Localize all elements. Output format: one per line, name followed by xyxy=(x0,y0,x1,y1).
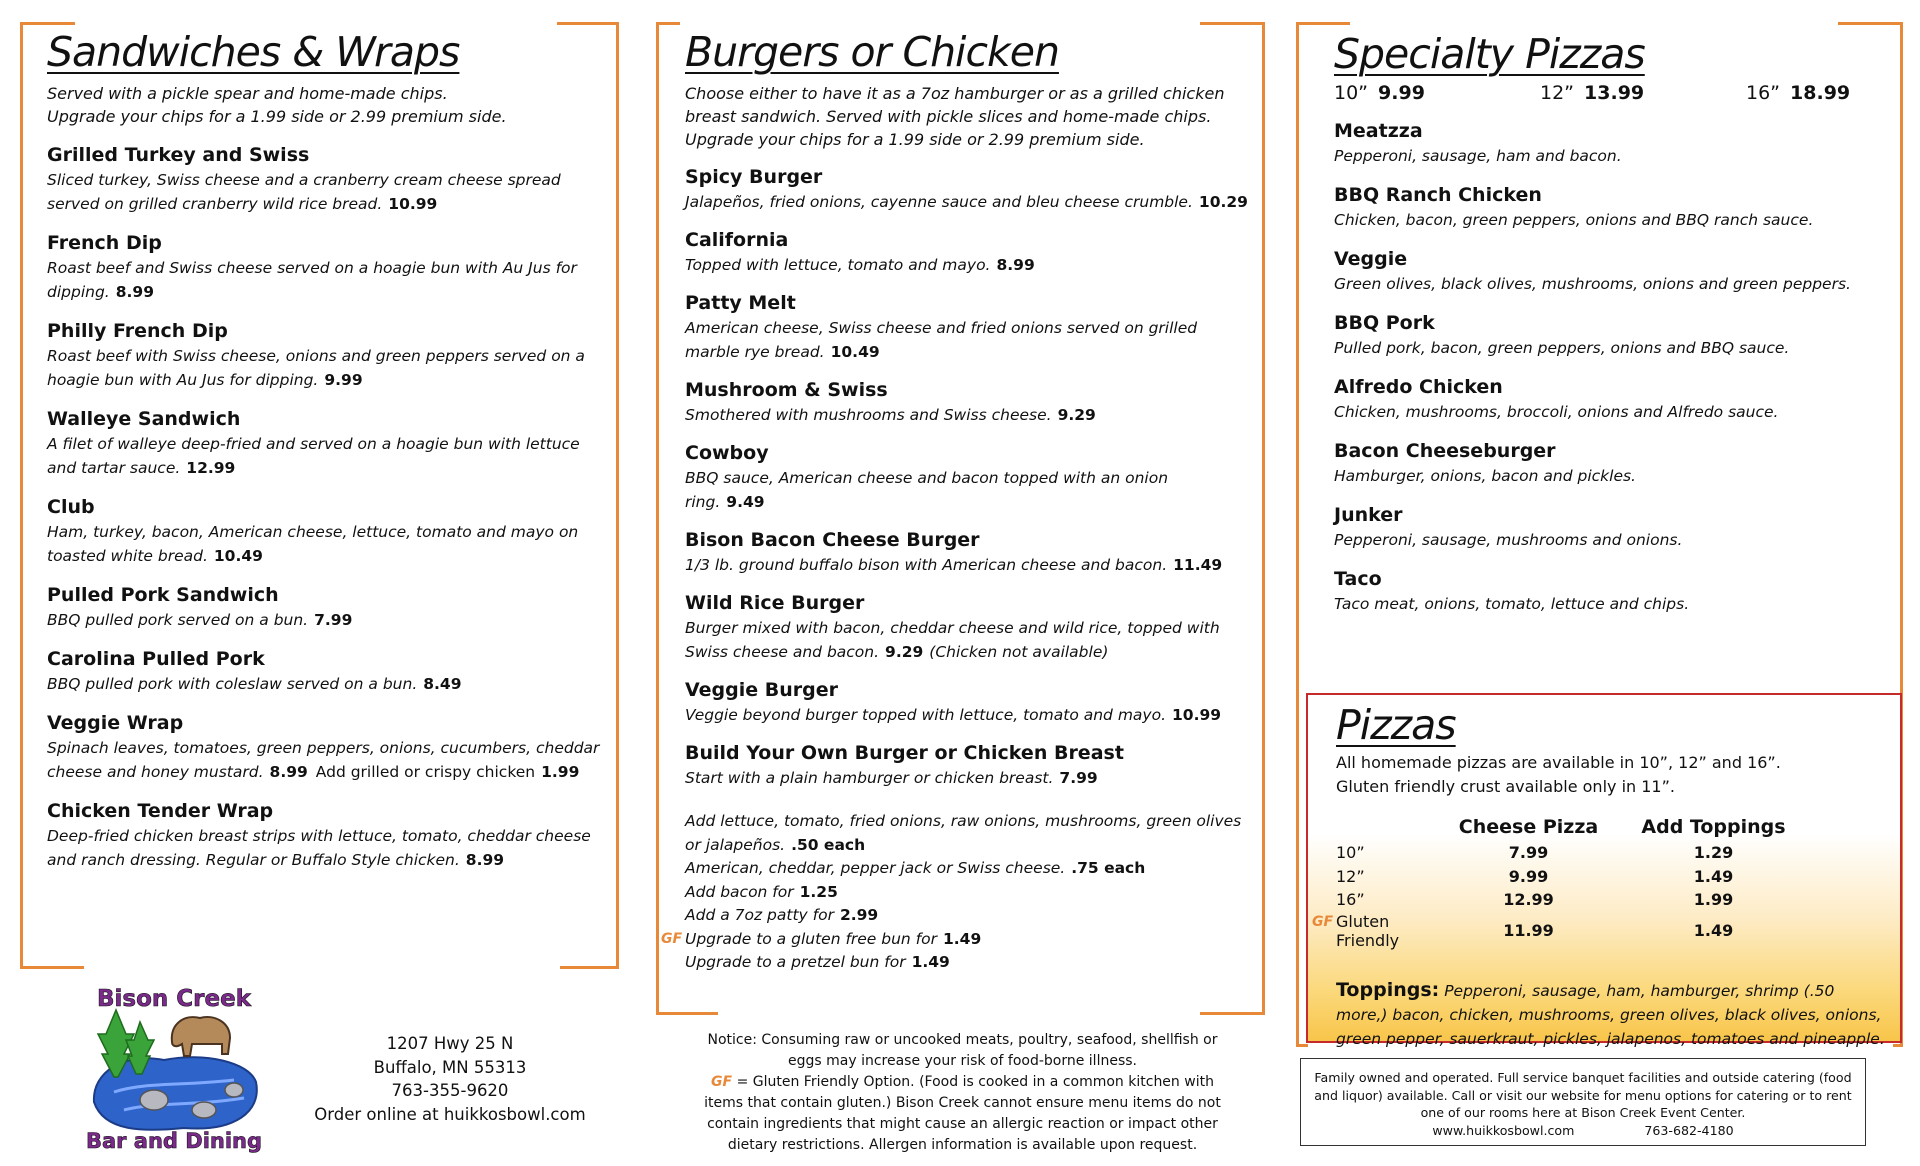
item-name: Build Your Own Burger or Chicken Breast xyxy=(685,742,1124,764)
item-price: 9.29 xyxy=(885,643,924,661)
col-cheese-header: Cheese Pizza xyxy=(1458,816,1599,838)
menu-item xyxy=(685,228,1250,277)
item-name: Meatzza xyxy=(1334,120,1423,142)
addon-line: GF Upgrade to a gluten free bun for 1.49 xyxy=(685,928,1250,952)
toppings-price: 1.29 xyxy=(1693,843,1734,863)
item-name: Pulled Pork Sandwich xyxy=(47,584,279,606)
logo-bottom-text: Bar and Dining xyxy=(85,1129,263,1153)
item-description: BBQ pulled pork served on a bun. 7.99 xyxy=(47,611,353,629)
cheese-price: 7.99 xyxy=(1508,843,1549,863)
family-owned-box: Family owned and operated. Full service banquet facilities and outside catering (food and liquor) available. Call or visit our website for menu options for catering or to rent one of our rooms here at Bison Creek Event Center. www.huikkosbowl.com 763-682-4180 xyxy=(1300,1058,1866,1146)
city: Buffalo, MN 55313 xyxy=(373,1057,527,1077)
item-description: Start with a plain hamburger or chicken breast. 7.99 xyxy=(685,769,1098,787)
menu-item xyxy=(47,231,607,304)
section-title: Sandwiches & Wraps xyxy=(47,28,460,76)
item-description: Ham, turkey, bacon, American cheese, lettuce, tomato and mayo on toasted white bread. 10.49 xyxy=(47,523,579,565)
addon-price: .75 each xyxy=(1071,859,1146,877)
toppings-price: 1.99 xyxy=(1693,890,1734,910)
size-label: 16” xyxy=(1746,82,1781,104)
sandwiches-section xyxy=(47,28,607,872)
item-description: Green olives, black olives, mushrooms, onions and green peppers. xyxy=(1334,275,1851,293)
item-name: Walleye Sandwich xyxy=(47,408,241,430)
item-description: Hamburger, onions, bacon and pickles. xyxy=(1334,467,1636,485)
item-name: French Dip xyxy=(47,232,162,254)
menu-item xyxy=(685,291,1250,364)
item-description: American cheese, Swiss cheese and fried onions served on grilled marble rye bread. 10.49 xyxy=(685,319,1198,361)
item-name: BBQ Pork xyxy=(1334,312,1435,334)
size-cell: 12” xyxy=(1336,866,1365,886)
size-label: 12” xyxy=(1540,82,1575,104)
size-price xyxy=(1746,82,1886,104)
item-name: Taco xyxy=(1334,568,1382,590)
pizza-price-table xyxy=(1312,813,1816,950)
size-price-value: 18.99 xyxy=(1790,82,1851,104)
item-description: BBQ sauce, American cheese and bacon topped with an onion ring. 9.49 xyxy=(685,469,1169,511)
item-name: Carolina Pulled Pork xyxy=(47,648,265,670)
table-row xyxy=(1336,841,1816,865)
addon-line: Add a 7oz patty for 2.99 xyxy=(685,906,879,924)
item-price: 8.99 xyxy=(996,256,1035,274)
item-name: Patty Melt xyxy=(685,292,796,314)
order-online[interactable]: Order online at huikkosbowl.com xyxy=(314,1104,586,1124)
item-name: Veggie Burger xyxy=(685,679,839,701)
menu-item xyxy=(1334,247,1894,296)
catering-phone: 763-682-4180 xyxy=(1644,1122,1734,1138)
item-description: Roast beef with Swiss cheese, onions and green peppers served on a hoagie bun with Au Jus for dipping. 9.99 xyxy=(47,347,585,389)
item-name: Mushroom & Swiss xyxy=(685,379,888,401)
street: 1207 Hwy 25 N xyxy=(386,1034,514,1053)
table-header xyxy=(1336,813,1816,841)
addons-list xyxy=(661,810,1250,975)
table-row xyxy=(1336,888,1816,912)
addon-price: 1.25 xyxy=(799,882,838,901)
addon-line: Upgrade to a pretzel bun for 1.49 xyxy=(685,953,950,971)
size-price-value: 9.99 xyxy=(1378,82,1425,104)
item-price: 8.99 xyxy=(465,851,505,869)
item-price: 8.49 xyxy=(423,675,462,693)
item-description: Burger mixed with bacon, cheddar cheese and wild rice, topped with Swiss cheese and bacon. 9.29 (Chicken not available) xyxy=(685,619,1220,661)
size-price xyxy=(1540,82,1746,104)
section-intro: Served with a pickle spear and home-made chips. Upgrade your chips for a 1.99 side or 2.99 premium side. xyxy=(47,84,507,126)
item-price: 9.49 xyxy=(726,493,765,511)
addon-price: .50 each xyxy=(791,835,866,854)
gf-icon: GF xyxy=(661,930,683,947)
addon-line: Add bacon for 1.25 xyxy=(685,882,838,901)
menu-list xyxy=(1334,119,1894,616)
menu-item xyxy=(1334,503,1894,552)
item-name: Bacon Cheeseburger xyxy=(1334,440,1556,462)
menu-item xyxy=(47,647,607,696)
menu-item xyxy=(47,143,607,216)
toppings-text: Pepperoni, sausage, ham, hamburger, shrimp (.50 more,) bacon, chicken, mushrooms, green olives, black olives, onions, green pepper, sauerkraut, pickles, jalapenos, tomatoes and pineapple. xyxy=(1336,981,1885,1048)
item-name: BBQ Ranch Chicken xyxy=(1334,184,1542,206)
item-description: Roast beef and Swiss cheese served on a hoagie bun with Au Jus for dipping. 8.99 xyxy=(47,259,577,301)
item-name: Chicken Tender Wrap xyxy=(47,800,274,822)
table-row xyxy=(1336,912,1816,950)
item-price: 12.99 xyxy=(186,459,236,477)
item-price: 8.99 xyxy=(269,763,308,781)
item-price: 10.29 xyxy=(1198,193,1248,211)
size-prices xyxy=(1334,82,1894,104)
item-price: 10.49 xyxy=(830,343,880,361)
item-price: 10.99 xyxy=(388,195,438,213)
item-description: A filet of walleye deep-fried and served on a hoagie bun with lettuce and tartar sauce. 12.99 xyxy=(47,435,580,477)
pizzas-box xyxy=(1306,693,1902,1048)
restaurant-address xyxy=(300,1032,600,1126)
gf-icon: GF xyxy=(1312,913,1334,930)
menu-item xyxy=(685,165,1250,214)
addon-line: Add lettuce, tomato, fried onions, raw onions, mushrooms, green olives or jalapeños. .50 each xyxy=(685,812,1242,854)
menu-item xyxy=(47,495,607,568)
item-price: 9.99 xyxy=(324,371,363,389)
size-cell: GF Gluten Friendly xyxy=(1312,911,1400,950)
menu-item xyxy=(685,741,1250,790)
addon-price: 1.49 xyxy=(943,929,982,948)
item-name: Junker xyxy=(1334,504,1403,526)
item-extra-price: 1.99 xyxy=(541,763,580,781)
size-price xyxy=(1334,82,1540,104)
addon-price: 2.99 xyxy=(839,906,879,924)
addon-line: American, cheddar, pepper jack or Swiss cheese. .75 each xyxy=(685,859,1146,877)
item-description: Pulled pork, bacon, green peppers, onions and BBQ sauce. xyxy=(1334,339,1790,357)
item-name: Club xyxy=(47,496,95,518)
item-name: Wild Rice Burger xyxy=(685,592,865,614)
menu-item xyxy=(685,441,1250,514)
cheese-price: 11.99 xyxy=(1503,921,1554,940)
menu-item xyxy=(47,583,607,632)
menu-item xyxy=(1334,311,1894,360)
item-description: BBQ pulled pork with coleslaw served on a bun. 8.49 xyxy=(47,675,462,693)
menu-item xyxy=(1334,439,1894,488)
item-price: 7.99 xyxy=(314,611,353,629)
item-description: Chicken, mushrooms, broccoli, onions and Alfredo sauce. xyxy=(1334,403,1779,421)
section-title: Specialty Pizzas xyxy=(1334,30,1645,78)
col-toppings-header: Add Toppings xyxy=(1641,816,1786,838)
size-cell: 16” xyxy=(1336,890,1365,910)
item-price: 10.49 xyxy=(213,547,263,565)
allergen-notice: Notice: Consuming raw or uncooked meats, poultry, seafood, shellfish or eggs may increase your risk of food-borne illness. GF = Gluten Friendly Option. (Food is cooked in a common kitchen with items that contain gluten.) Bison Creek cannot ensure menu items do not contain ingredients that might cause an allergic reaction or impact other dietary restrictions. Allergen information is available upon request. xyxy=(704,1032,1221,1153)
item-name: Veggie Wrap xyxy=(47,712,184,734)
item-description: Taco meat, onions, tomato, lettuce and chips. xyxy=(1334,595,1690,613)
item-price: 9.29 xyxy=(1057,406,1096,424)
cheese-price: 12.99 xyxy=(1503,890,1554,910)
menu-list xyxy=(47,143,607,872)
item-price: 7.99 xyxy=(1059,769,1098,787)
size-cell: 10” xyxy=(1336,843,1365,863)
logo-top-text: Bison Creek xyxy=(96,986,252,1012)
item-price: 10.99 xyxy=(1172,706,1222,724)
toppings-price: 1.49 xyxy=(1693,921,1734,940)
item-extra: Add grilled or crispy chicken xyxy=(315,763,536,781)
menu-item xyxy=(685,528,1250,577)
website-link[interactable]: www.huikkosbowl.com xyxy=(1432,1122,1575,1138)
item-description: Spinach leaves, tomatoes, green peppers, onions, cucumbers, cheddar cheese and honey mustard. 8.99 Add grilled or crispy chicken 1.99 xyxy=(47,739,600,781)
item-name: Cowboy xyxy=(685,442,769,464)
addon-price: 1.49 xyxy=(911,953,950,971)
item-description: Jalapeños, fried onions, cayenne sauce and bleu cheese crumble. 10.29 xyxy=(685,193,1248,211)
burgers-section xyxy=(661,28,1250,975)
bison-creek-logo xyxy=(84,982,264,1154)
item-description: Pepperoni, sausage, mushrooms and onions. xyxy=(1334,531,1683,549)
toppings-label: Toppings: xyxy=(1336,978,1440,1001)
item-description: Sliced turkey, Swiss cheese and a cranberry cream cheese spread served on grilled cranberry wild rice bread. 10.99 xyxy=(47,171,561,213)
item-description: Veggie beyond burger topped with lettuce, tomato and mayo. 10.99 xyxy=(685,706,1222,724)
menu-item xyxy=(685,378,1250,427)
phone: 763-355-9620 xyxy=(391,1081,509,1100)
menu-item xyxy=(47,799,607,872)
item-price: 8.99 xyxy=(115,283,154,301)
specialty-pizzas-section xyxy=(1334,30,1894,616)
item-description: Topped with lettuce, tomato and mayo. 8.99 xyxy=(685,256,1035,274)
item-name: Philly French Dip xyxy=(47,320,228,342)
item-description: 1/3 lb. ground buffalo bison with American cheese and bacon. 11.49 xyxy=(685,556,1223,574)
pizza-info: All homemade pizzas are available in 10”, 12” and 16”. Gluten friendly crust available only in 11”. xyxy=(1336,753,1781,796)
item-name: Veggie xyxy=(1334,248,1408,270)
menu-item xyxy=(47,319,607,392)
section-title: Pizzas xyxy=(1336,701,1456,749)
menu-list xyxy=(685,165,1250,790)
table-row xyxy=(1336,865,1816,889)
item-description: Chicken, bacon, green peppers, onions and BBQ ranch sauce. xyxy=(1334,211,1814,229)
menu-item xyxy=(685,678,1250,727)
menu-item xyxy=(1334,375,1894,424)
toppings-price: 1.49 xyxy=(1693,866,1734,886)
item-name: Bison Bacon Cheese Burger xyxy=(685,529,980,551)
item-description: Pepperoni, sausage, ham and bacon. xyxy=(1334,147,1622,165)
menu-item xyxy=(47,711,607,784)
section-title: Burgers or Chicken xyxy=(685,28,1059,76)
gf-icon: GF xyxy=(711,1074,733,1090)
menu-item xyxy=(1334,183,1894,232)
menu-item xyxy=(1334,119,1894,168)
item-name: California xyxy=(685,229,789,251)
toppings-list xyxy=(1336,978,1886,1051)
section-intro: Choose either to have it as a 7oz hamburger or as a grilled chicken breast sandwich. Served with pickle slices and home-made chips. Upgrade your chips for a 1.99 side or 2.99 premium side. xyxy=(685,84,1225,149)
item-description: Smothered with mushrooms and Swiss cheese. 9.29 xyxy=(685,406,1096,424)
size-price-value: 13.99 xyxy=(1584,82,1645,104)
menu-item xyxy=(1334,567,1894,616)
menu-item xyxy=(685,591,1250,664)
item-price: 11.49 xyxy=(1173,556,1223,574)
item-name: Grilled Turkey and Swiss xyxy=(47,144,310,166)
item-name: Alfredo Chicken xyxy=(1334,376,1503,398)
item-name: Spicy Burger xyxy=(685,166,823,188)
size-label: 10” xyxy=(1334,82,1369,104)
item-note: (Chicken not available) xyxy=(929,643,1109,661)
item-description: Deep-fried chicken breast strips with lettuce, tomato, cheddar cheese and ranch dressing. Regular or Buffalo Style chicken. 8.99 xyxy=(47,827,591,869)
cheese-price: 9.99 xyxy=(1508,866,1549,886)
menu-item xyxy=(47,407,607,480)
